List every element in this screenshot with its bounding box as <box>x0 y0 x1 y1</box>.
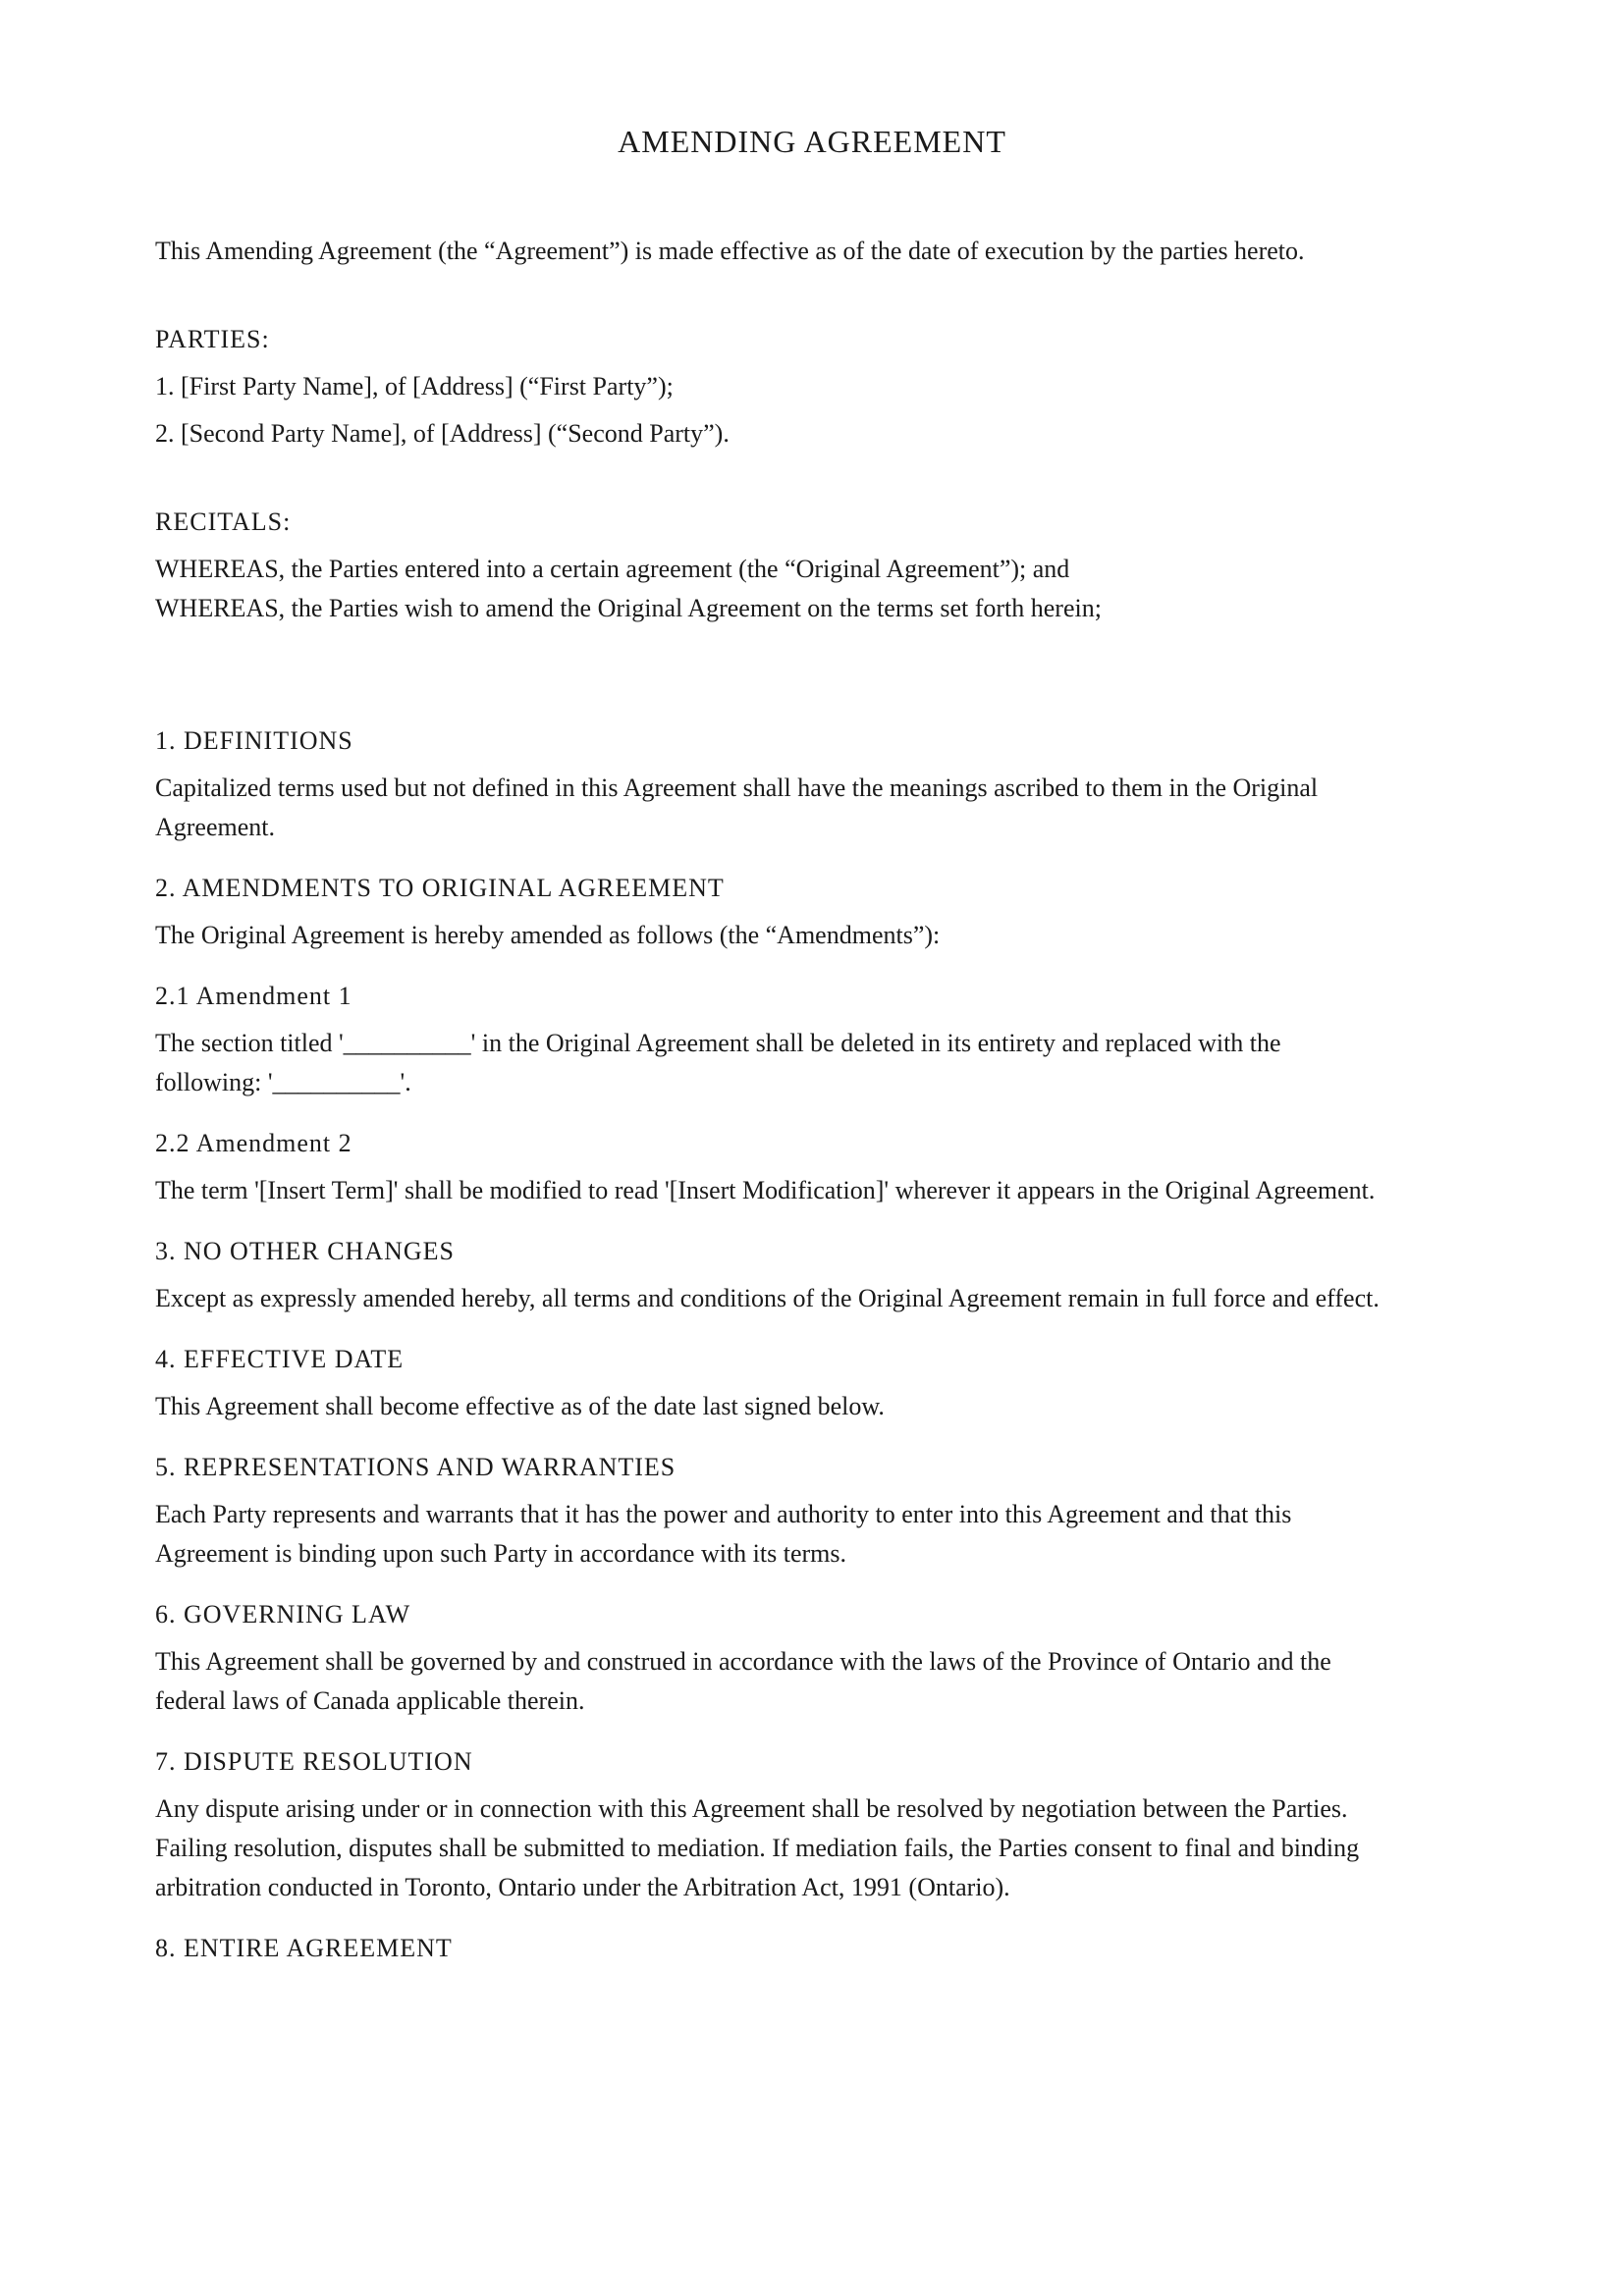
section-heading: 4. EFFECTIVE DATE <box>155 1345 405 1373</box>
section-heading: 8. ENTIRE AGREEMENT <box>155 1934 453 1962</box>
section-text-line: federal laws of Canada applicable therein. <box>155 1686 585 1715</box>
section-governing-law <box>155 1595 1510 1721</box>
section-text-line: The Original Agreement is hereby amended as follows (the “Amendments”): <box>155 921 941 949</box>
section-text-line: The section titled '__________' in the Original Agreement shall be deleted in its entirety and replaced with the <box>155 1029 1281 1057</box>
section-heading: 2. AMENDMENTS TO ORIGINAL AGREEMENT <box>155 874 725 902</box>
recitals-block <box>155 503 1510 628</box>
section-dispute-resolution <box>155 1742 1510 1907</box>
recital-item-first: WHEREAS, the Parties entered into a certain agreement (the “Original Agreement”); and <box>155 555 1070 583</box>
section-text-line: Failing resolution, disputes shall be submitted to mediation. If mediation fails, the Parties consent to final and binding <box>155 1834 1360 1862</box>
section-text-line: This Agreement shall be governed by and construed in accordance with the laws of the Province of Ontario and the <box>155 1647 1331 1676</box>
section-text-line: Capitalized terms used but not defined in this Agreement shall have the meanings ascribed to them in the Original <box>155 774 1319 802</box>
parties-block <box>155 320 1510 454</box>
section-heading: 3. NO OTHER CHANGES <box>155 1237 455 1265</box>
document-title: AMENDING AGREEMENT <box>618 124 1006 159</box>
section-text-line: Agreement is binding upon such Party in accordance with its terms. <box>155 1539 847 1568</box>
party-item-second: 2. [Second Party Name], of [Address] (“Second Party”). <box>155 419 730 448</box>
section-amendment-2 <box>155 1124 1510 1210</box>
section-no-other-changes <box>155 1232 1510 1318</box>
section-representations <box>155 1448 1510 1574</box>
section-entire-agreement <box>155 1929 1510 1968</box>
section-text-line: following: '__________'. <box>155 1068 411 1096</box>
section-heading: 6. GOVERNING LAW <box>155 1600 411 1629</box>
recital-item-second: WHEREAS, the Parties wish to amend the Original Agreement on the terms set forth herein; <box>155 594 1102 622</box>
section-amendment-1 <box>155 977 1510 1102</box>
section-text-line: Agreement. <box>155 813 276 841</box>
section-heading: 5. REPRESENTATIONS AND WARRANTIES <box>155 1453 677 1481</box>
section-amendments <box>155 869 1510 955</box>
section-heading: 2.2 Amendment 2 <box>155 1129 352 1157</box>
parties-heading: PARTIES: <box>155 325 270 353</box>
document-body <box>155 232 1510 1990</box>
section-definitions <box>155 721 1510 847</box>
section-text-line: Any dispute arising under or in connection with this Agreement shall be resolved by negotiation between the Parties. <box>155 1794 1348 1823</box>
section-text-line: arbitration conducted in Toronto, Ontario under the Arbitration Act, 1991 (Ontario). <box>155 1873 1010 1901</box>
section-text-line: The term '[Insert Term]' shall be modified to read '[Insert Modification]' wherever it appears in the Original Agreement. <box>155 1176 1376 1204</box>
party-item-first: 1. [First Party Name], of [Address] (“First Party”); <box>155 372 674 400</box>
section-heading: 1. DEFINITIONS <box>155 726 353 755</box>
section-text-line: Each Party represents and warrants that it has the power and authority to enter into this Agreement and that this <box>155 1500 1292 1528</box>
recitals-heading: RECITALS: <box>155 507 292 536</box>
intro-paragraph: This Amending Agreement (the “Agreement”) is made effective as of the date of execution by the parties hereto. <box>155 237 1305 265</box>
section-text-line: Except as expressly amended hereby, all terms and conditions of the Original Agreement remain in full force and effect. <box>155 1284 1380 1312</box>
section-text-line: This Agreement shall become effective as of the date last signed below. <box>155 1392 885 1420</box>
section-heading: 7. DISPUTE RESOLUTION <box>155 1747 473 1776</box>
section-effective-date <box>155 1340 1510 1426</box>
section-heading: 2.1 Amendment 1 <box>155 982 352 1010</box>
